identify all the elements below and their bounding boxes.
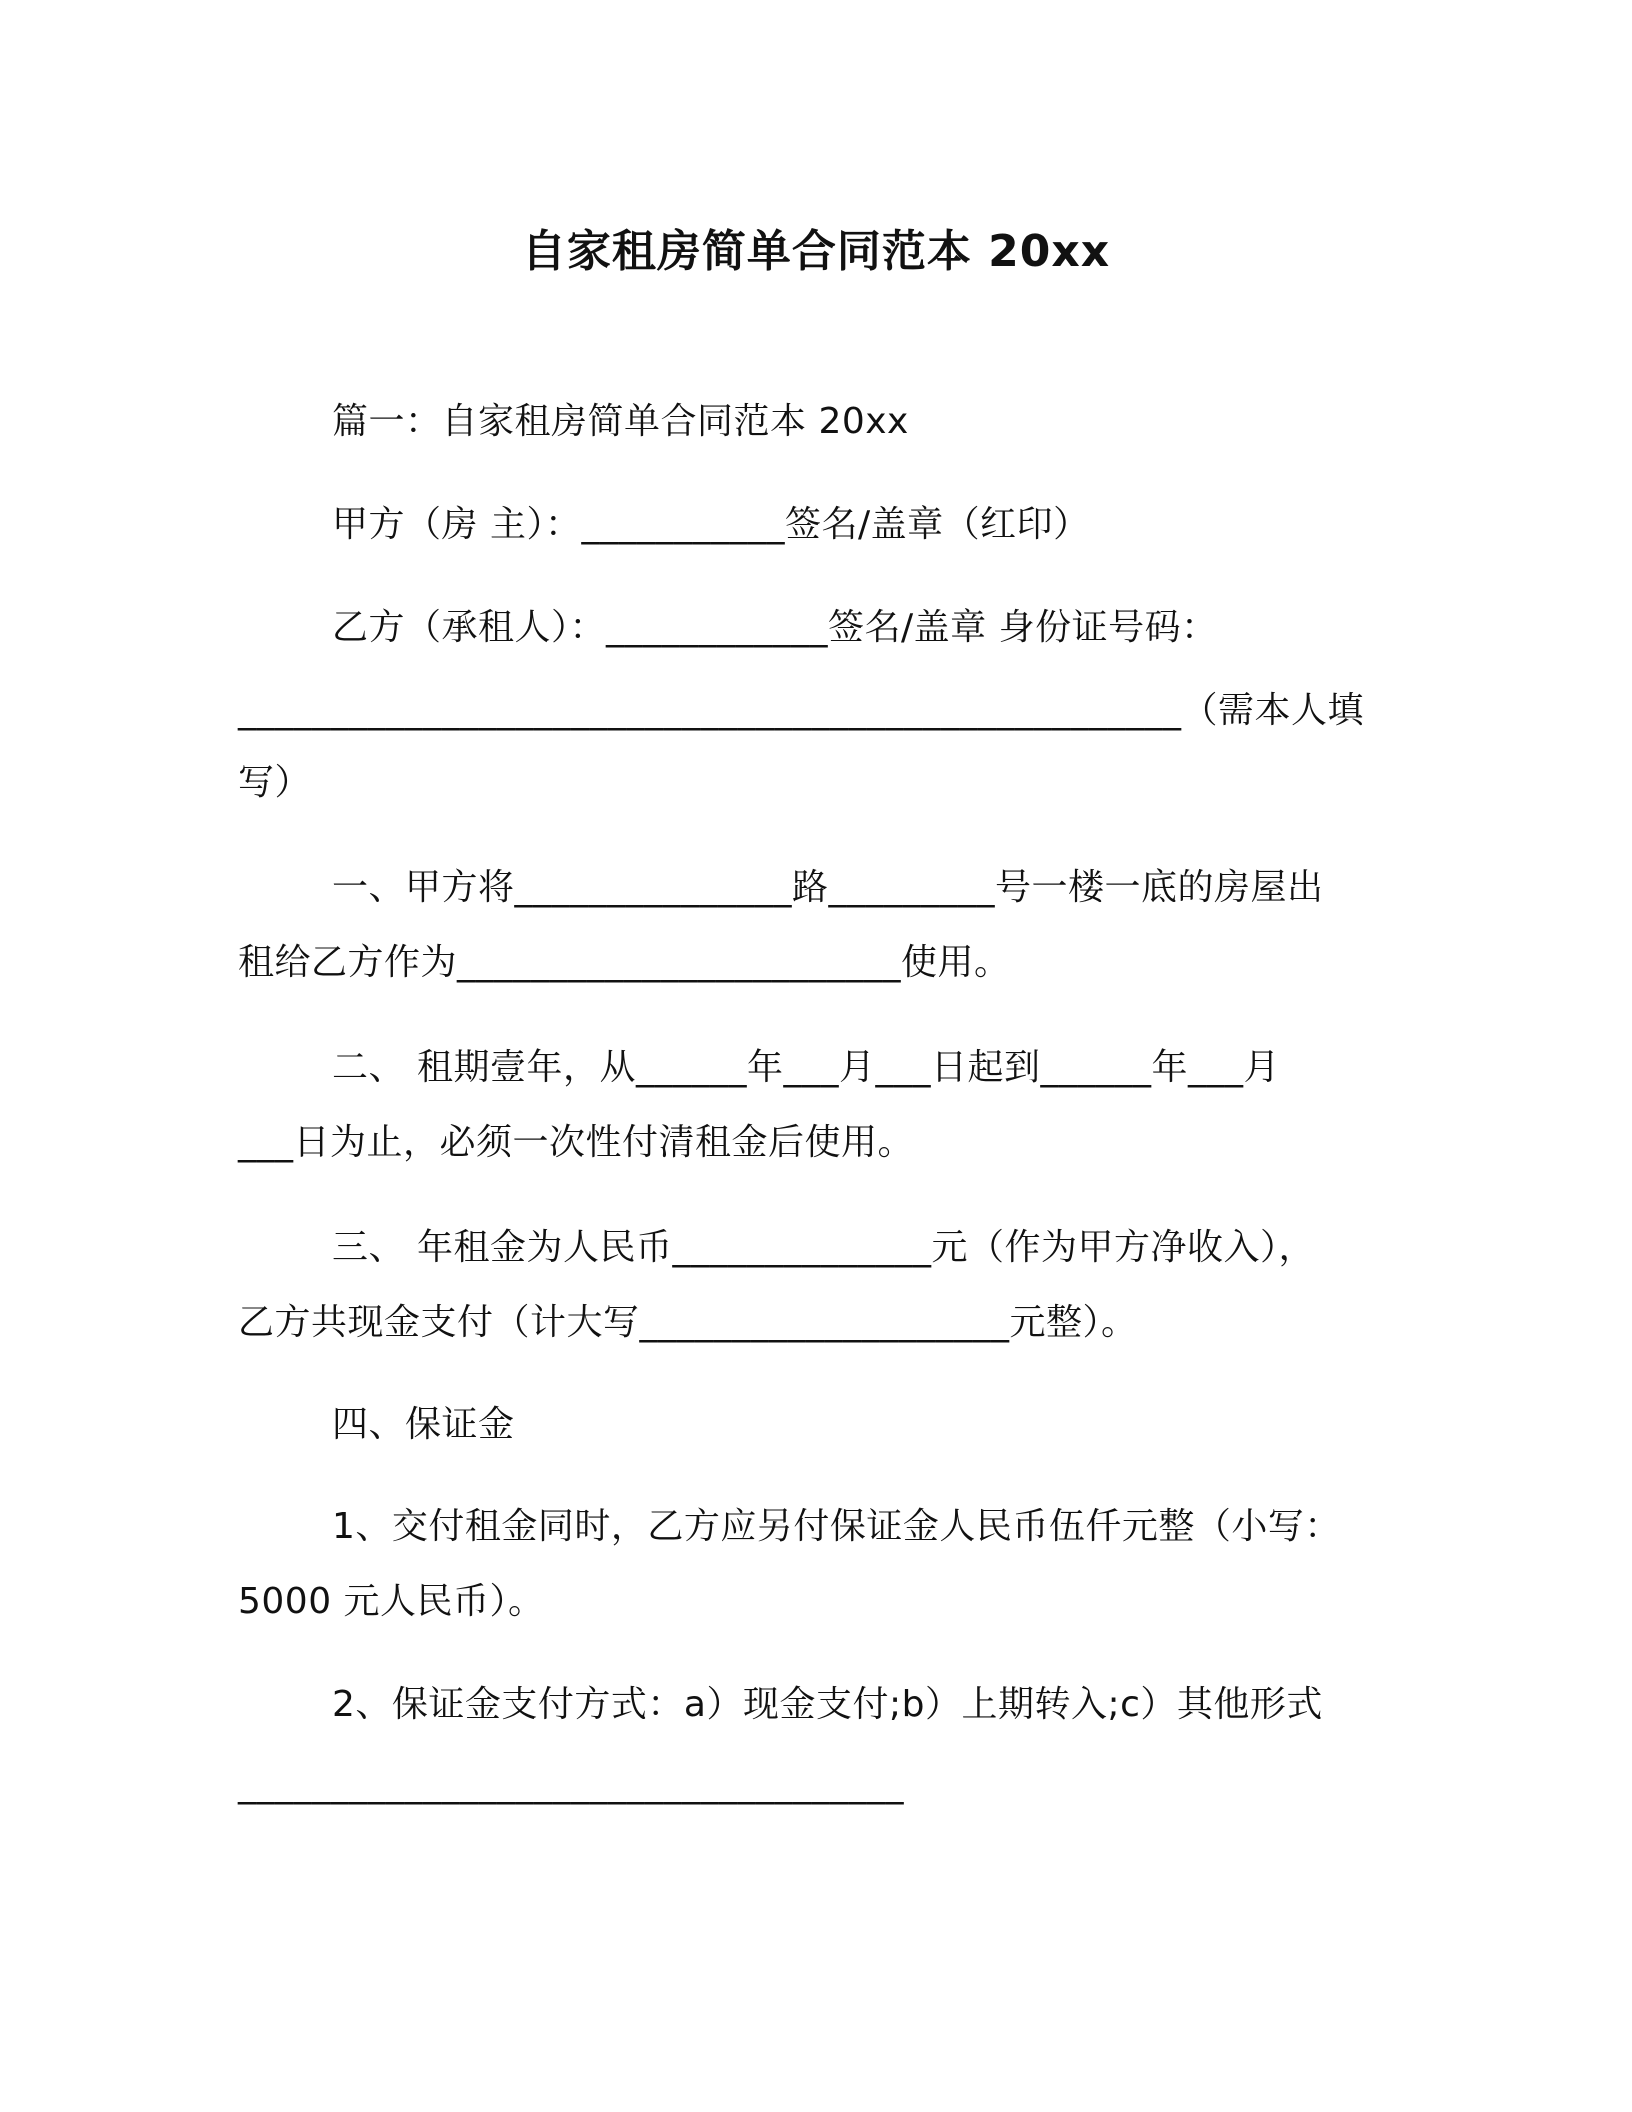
party-b-line: 乙方（承租人）：____________签名/盖章 身份证号码：	[332, 607, 1218, 648]
id-number-note-line: 写）	[238, 762, 312, 803]
clause-4-item-2-blank-line: ____________________________________	[238, 1764, 904, 1805]
clause-1-line-2: 租给乙方作为________________________使用。	[238, 942, 1011, 983]
clause-2-line-1: 二、 租期壹年，从______年___月___日起到______年___月	[332, 1047, 1280, 1088]
clause-2-line-2: ___日为止，必须一次性付清租金后使用。	[238, 1122, 915, 1163]
clause-1-line-1: 一、甲方将_______________路_________号一楼一底的房屋出	[332, 867, 1324, 908]
document-title: 自家租房简单合同范本 20xx	[521, 226, 1111, 277]
clause-3-line-2: 乙方共现金支付（计大写____________________元整）。	[238, 1302, 1138, 1343]
party-a-line: 甲方（房 主）：___________签名/盖章（红印）	[332, 504, 1090, 545]
id-number-blank-line: ___________________________________________________（需本人填	[238, 690, 1365, 731]
clause-4-item-2-line-1: 2、保证金支付方式：a）现金支付;b）上期转入;c）其他形式	[332, 1684, 1323, 1725]
clause-4-item-1-line-1: 1、交付租金同时，乙方应另付保证金人民币伍仟元整（小写：	[332, 1506, 1341, 1547]
clause-4-item-1-line-2: 5000 元人民币）。	[238, 1581, 545, 1622]
section-heading: 篇一：自家租房简单合同范本 20xx	[332, 401, 909, 442]
clause-3-line-1: 三、 年租金为人民币______________元（作为甲方净收入），	[332, 1227, 1315, 1268]
clause-4-heading: 四、保证金	[332, 1404, 515, 1445]
